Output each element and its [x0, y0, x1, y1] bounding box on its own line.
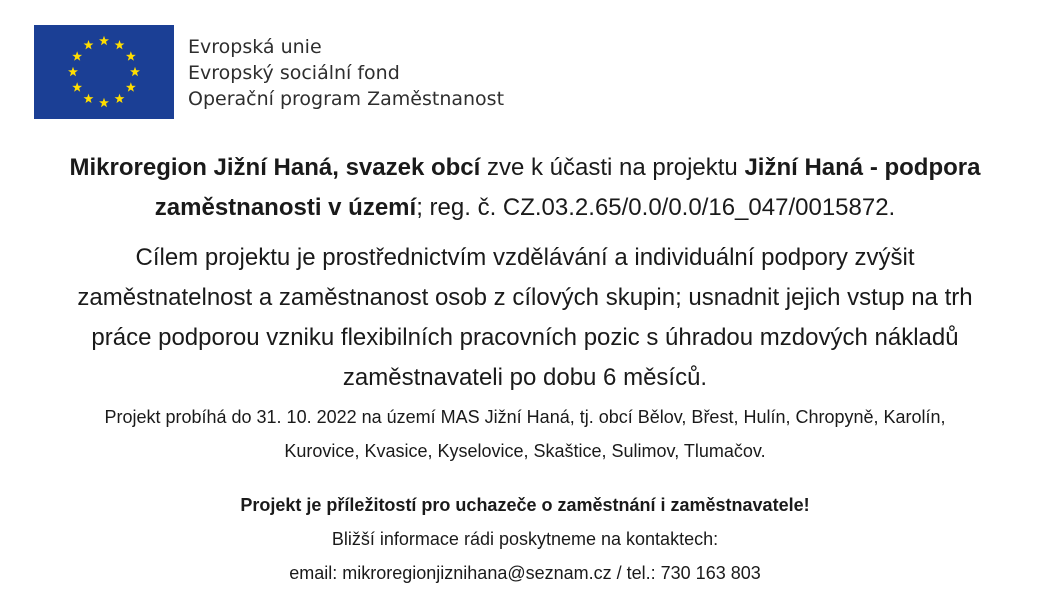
flag-star-icon	[84, 94, 94, 103]
invite-text: zve k účasti na projektu	[480, 154, 745, 181]
eu-program-text	[188, 34, 504, 112]
eu-line-program: Operační program Zaměstnanost	[188, 88, 505, 110]
flag-star-icon	[99, 98, 109, 107]
flag-star-icon	[126, 51, 136, 60]
duration-line: Projekt probíhá do 31. 10. 2022 na území MAS Jižní Haná, tj. obcí Bělov, Břest, Hulín, Chropyně, Karolín,	[104, 407, 946, 427]
eu-line-union: Evropská unie	[188, 36, 322, 58]
eu-line-fund: Evropský sociální fond	[188, 62, 400, 84]
contact-intro: Bližší informace rádi poskytneme na kontaktech:	[331, 529, 719, 549]
goal-line: zaměstnavateli po dobu 6 měsíců.	[342, 364, 708, 391]
goal-line: zaměstnatelnost a zaměstnanost osob z cílových skupin; usnadnit jejich vstup na trh	[77, 284, 973, 311]
flag-star-icon	[84, 40, 94, 49]
intro-paragraph	[20, 148, 1030, 228]
flag-star-icon	[68, 67, 78, 76]
registration-number: ; reg. č. CZ.03.2.65/0.0/0.0/16_047/0015872.	[416, 194, 896, 221]
call-to-action: Projekt je příležitostí pro uchazeče o zaměstnání i zaměstnavatele!	[240, 495, 810, 515]
goal-line: Cílem projektu je prostřednictvím vzdělávání a individuální podpory zvýšit	[135, 244, 915, 271]
flag-star-icon	[115, 40, 125, 49]
organization-name: Mikroregion Jižní Haná, svazek obcí	[69, 154, 481, 181]
contact-block	[20, 522, 1030, 590]
flag-star-icon	[115, 94, 125, 103]
contact-details: email: mikroregionjiznihana@seznam.cz / tel.: 730 163 803	[289, 563, 761, 583]
project-name: Jižní Haná - podpora zaměstnanosti v území	[154, 154, 981, 221]
duration-line: Kurovice, Kvasice, Kyselovice, Skaštice, Sulimov, Tlumačov.	[284, 441, 766, 461]
eu-logo-block	[34, 25, 514, 121]
flag-star-icon	[130, 67, 140, 76]
project-duration-paragraph	[20, 400, 1030, 468]
flag-star-icon	[72, 51, 82, 60]
flag-star-icon	[99, 36, 109, 45]
goal-line: práce podporou vzniku flexibilních pracovních pozic s úhradou mzdových nákladů	[91, 324, 959, 351]
goal-paragraph	[20, 238, 1030, 398]
flag-star-icon	[126, 82, 136, 91]
flag-star-icon	[72, 82, 82, 91]
eu-flag-icon	[34, 25, 174, 119]
